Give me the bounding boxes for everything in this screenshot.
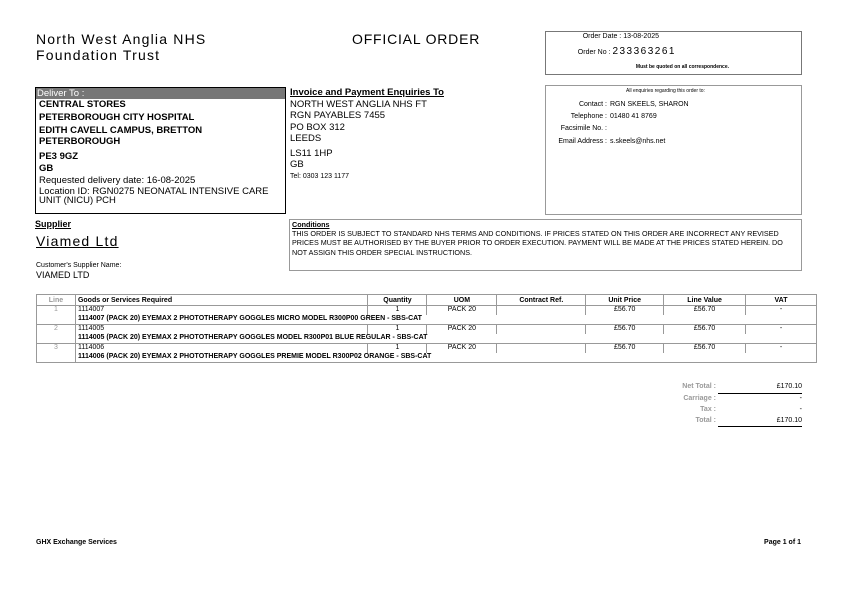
- fax-label: Facsimile No. :: [560, 125, 607, 132]
- order-no-value: 233363261: [612, 46, 676, 57]
- item-description: 1114006 (PACK 20) EYEMAX 2 PHOTOTHERAPY GOGGLES PREMIE MODEL R300P02 ORANGE - SBS-CAT: [75, 353, 816, 363]
- invoice-line: NORTH WEST ANGLIA NHS FT: [290, 98, 427, 110]
- footer-left: GHX Exchange Services: [36, 539, 117, 546]
- column-header-goods: Goods or Services Required: [75, 295, 368, 306]
- carriage-value: -: [799, 395, 802, 402]
- table-header-row: [37, 295, 817, 306]
- net-total-value: £170.10: [776, 383, 802, 390]
- column-header-line-value: Line Value: [664, 295, 746, 306]
- conditions-box: [289, 219, 802, 271]
- line-number: 1: [37, 306, 76, 316]
- order-info-box: [545, 31, 802, 75]
- table-row: [37, 325, 817, 335]
- item-contract-ref: [497, 306, 586, 316]
- total-label: Total :: [695, 417, 716, 424]
- order-date-label: Order Date :: [582, 33, 622, 40]
- conditions-text: THIS ORDER IS SUBJECT TO STANDARD NHS TERMS AND CONDITIONS. IF PRICES STATED ON THIS ORDER ARE INCORRECT ANY REVISED PRICES MUST BE AUTHORISED BY THE BUYER PRIOR TO ORDER EXECUTION. PAYMENT WILL BE MADE AT THE PRICES STATED HEREIN. DO NOT ASSIGN THIS ORDER SPECIAL INSTRUCTIONS.: [292, 229, 783, 257]
- tax-value: -: [799, 406, 802, 413]
- deliver-line: CENTRAL STORES: [39, 99, 126, 110]
- order-date-value: 13-08-2025: [623, 33, 659, 40]
- item-contract-ref: [497, 325, 586, 335]
- item-description: 1114005 (PACK 20) EYEMAX 2 PHOTOTHERAPY GOGGLES MODEL R300P01 BLUE REGULAR - SBS-CAT: [75, 334, 816, 344]
- deliver-postcode: PE3 9GZ: [39, 151, 79, 162]
- item-vat: -: [746, 325, 817, 335]
- deliver-line: EDITH CAVELL CAMPUS, BRETTON: [39, 125, 203, 136]
- contact-box: [545, 85, 802, 215]
- org-line-2: Foundation Trust: [36, 47, 161, 63]
- order-no-label: Order No :: [577, 49, 611, 56]
- invoice-enquiries: [290, 87, 540, 182]
- item-uom: PACK 20: [427, 325, 497, 335]
- invoice-line: PO BOX 312: [290, 121, 345, 133]
- customer-supplier-label: Customer's Supplier Name:: [36, 262, 122, 269]
- column-header-unit-price: Unit Price: [586, 295, 664, 306]
- item-unit-price: £56.70: [586, 344, 664, 354]
- deliver-to-box: [35, 87, 286, 214]
- column-header-vat: VAT: [746, 295, 817, 306]
- customer-supplier-value: VIAMED LTD: [36, 270, 90, 280]
- telephone-label: Telephone :: [570, 113, 607, 120]
- total-underline: [718, 426, 802, 427]
- carriage-label: Carriage :: [683, 395, 716, 402]
- item-contract-ref: [497, 344, 586, 354]
- order-items-table: [36, 294, 817, 363]
- item-uom: PACK 20: [427, 306, 497, 316]
- order-no-row: [578, 46, 676, 57]
- item-quantity: 1: [368, 325, 427, 335]
- page-number: Page 1 of 1: [764, 539, 801, 546]
- invoice-postcode: LS11 1HP: [290, 147, 333, 159]
- item-description: 1114007 (PACK 20) EYEMAX 2 PHOTOTHERAPY GOGGLES MICRO MODEL R300P00 GREEN - SBS-CAT: [75, 315, 816, 325]
- telephone-value: 01480 41 8769: [610, 113, 657, 120]
- deliver-country: GB: [39, 163, 54, 174]
- item-vat: -: [746, 306, 817, 316]
- item-line-value: £56.70: [664, 325, 746, 335]
- table-row: [37, 306, 817, 316]
- deliver-line: PETERBOROUGH: [39, 136, 121, 147]
- table-row-description: [37, 353, 817, 363]
- organisation-name: [36, 31, 206, 63]
- table-row-description: [37, 334, 817, 344]
- item-quantity: 1: [368, 306, 427, 316]
- email-row: [546, 138, 665, 145]
- line-number: 2: [37, 325, 76, 335]
- requested-delivery-date: Requested delivery date: 16-08-2025: [39, 175, 196, 186]
- column-header-contract-ref: Contract Ref.: [497, 295, 586, 306]
- item-code: 1114006: [75, 344, 368, 354]
- deliver-to-heading: Deliver To :: [36, 88, 285, 99]
- invoice-country: GB: [290, 159, 304, 170]
- item-line-value: £56.70: [664, 306, 746, 316]
- table-row: [37, 344, 817, 354]
- contact-label: Contact :: [578, 101, 607, 108]
- tax-label: Tax :: [700, 406, 716, 413]
- supplier-name: Viamed Ltd: [36, 233, 119, 249]
- column-header-uom: UOM: [427, 295, 497, 306]
- location-id-line1: Location ID: RGN0275 NEONATAL INTENSIVE CARE: [39, 186, 269, 197]
- net-total-label: Net Total :: [682, 383, 716, 390]
- item-uom: PACK 20: [427, 344, 497, 354]
- fax-row: [546, 125, 610, 132]
- invoice-heading: Invoice and Payment Enquiries To: [290, 87, 444, 98]
- org-line-1: North West Anglia NHS: [36, 31, 207, 47]
- item-code: 1114005: [75, 325, 368, 335]
- invoice-telephone: Tel: 0303 123 1177: [290, 172, 350, 180]
- contact-value: RGN SKEELS, SHARON: [610, 101, 689, 108]
- column-header-line: Line: [37, 295, 76, 306]
- conditions-heading: Conditions: [292, 220, 330, 229]
- item-quantity: 1: [368, 344, 427, 354]
- contact-row: [546, 101, 689, 108]
- table-row-description: [37, 315, 817, 325]
- total-value: £170.10: [776, 417, 802, 424]
- supplier-heading: Supplier: [35, 219, 72, 229]
- email-value: s.skeels@nhs.net: [610, 138, 666, 145]
- order-date-row: [583, 33, 659, 40]
- deliver-line: PETERBOROUGH CITY HOSPITAL: [39, 112, 195, 123]
- invoice-line: RGN PAYABLES 7455: [290, 110, 386, 121]
- document-title: OFFICIAL ORDER: [352, 31, 481, 47]
- line-number: 3: [37, 344, 76, 354]
- item-vat: -: [746, 344, 817, 354]
- email-label: Email Address :: [558, 138, 607, 145]
- net-total-underline: [718, 393, 802, 394]
- invoice-line: LEEDS: [290, 133, 322, 144]
- telephone-row: [546, 113, 657, 120]
- order-note: Must be quoted on all correspondence.: [635, 64, 729, 70]
- item-unit-price: £56.70: [586, 325, 664, 335]
- location-id-line2: UNIT (NICU) PCH: [39, 195, 116, 206]
- item-code: 1114007: [75, 306, 368, 316]
- item-unit-price: £56.70: [586, 306, 664, 316]
- column-header-quantity: Quantity: [368, 295, 427, 306]
- contact-heading: All enquiries regarding this order to:: [626, 88, 705, 94]
- item-line-value: £56.70: [664, 344, 746, 354]
